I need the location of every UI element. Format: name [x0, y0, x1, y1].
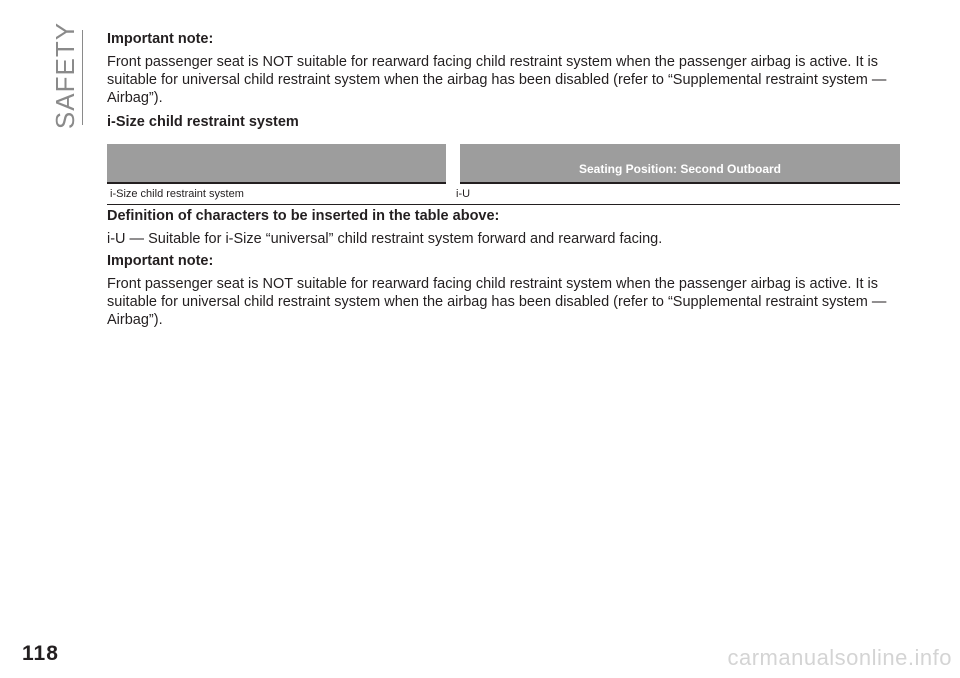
important-note-text-1: Front passenger seat is NOT suitable for rearward facing child restraint system when the passenger airbag is active. It is suitable for universal child restraint system when the airbag has been disabled (refer to “Supplemental restraint system — Airbag”).	[107, 54, 887, 106]
section-side-label-text: SAFETY	[50, 21, 81, 129]
definition-text: i-U — Suitable for i-Size “universal” child restraint system forward and rearward facing.	[107, 231, 663, 247]
important-note-heading-1: Important note:	[107, 31, 214, 47]
table-row	[107, 183, 900, 205]
definition-heading: Definition of characters to be inserted in the table above:	[107, 208, 500, 224]
table-row-label: i-Size child restraint system	[107, 183, 453, 205]
section-title: i-Size child restraint system	[107, 114, 299, 130]
important-note-heading-2: Important note:	[107, 253, 214, 269]
page-content	[107, 30, 900, 333]
side-divider	[82, 30, 83, 125]
site-watermark: carmanualsonline.info	[727, 645, 952, 670]
section-side-label	[48, 21, 84, 129]
seating-position-table	[107, 144, 900, 205]
table-header-row	[107, 144, 900, 183]
table-header-seating-position: Seating Position: Second Outboard	[453, 144, 900, 183]
important-note-text-2: Front passenger seat is NOT suitable for rearward facing child restraint system when the passenger airbag is active. It is suitable for universal child restraint system when the airbag has been disabled (refer to “Supplemental restraint system — Airbag”).	[107, 276, 887, 328]
table-header-blank	[107, 144, 453, 183]
page-number: 118	[22, 642, 59, 665]
table-row-value: i-U	[453, 183, 900, 205]
